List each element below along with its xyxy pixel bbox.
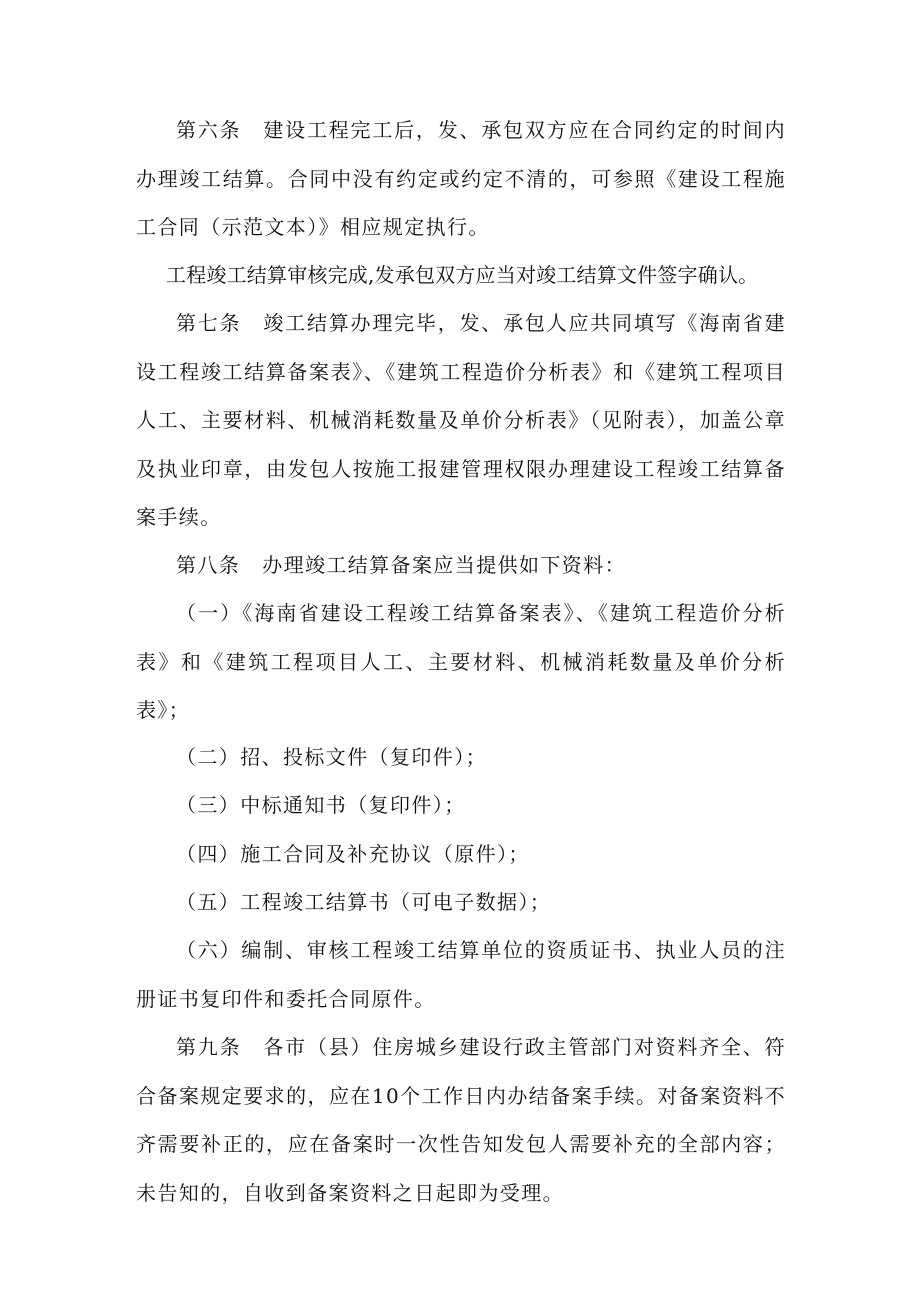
list-item-3 bbox=[136, 781, 786, 830]
article-number: 第六条 bbox=[176, 118, 242, 142]
list-item-text: （三）中标通知书（复印件）； bbox=[176, 793, 466, 817]
paragraph-text: 办理竣工结算备案应当提供如下资料： bbox=[262, 553, 627, 577]
list-item-5 bbox=[136, 878, 786, 927]
article-6-paragraph bbox=[136, 106, 786, 252]
list-item-6 bbox=[136, 926, 786, 1023]
article-7-paragraph bbox=[136, 299, 786, 542]
settlement-confirmation-paragraph bbox=[136, 251, 796, 300]
paragraph-text: 建设工程完工后，发、承包双方应在合同约定的时间内办理竣工结算。合同中没有约定或约定不清的，可参照《建设工程施工合同（示范文本）》相应规定执行。 bbox=[136, 118, 787, 239]
list-item-2 bbox=[136, 733, 786, 782]
article-number: 第七条 bbox=[176, 311, 242, 335]
list-item-text: （六）编制、审核工程竣工结算单位的资质证书、执业人员的注册证书复印件和委托合同原件。 bbox=[136, 938, 786, 1011]
list-item-text: （四）施工合同及补充协议（原件）； bbox=[176, 842, 530, 866]
list-item-4 bbox=[136, 830, 786, 879]
article-9-paragraph bbox=[136, 1023, 786, 1217]
article-number: 第九条 bbox=[176, 1035, 242, 1059]
paragraph-text: 工程竣工结算审核完成,发承包双方应当对竣工结算文件签字确认。 bbox=[166, 263, 759, 287]
list-item-text: （一）《海南省建设工程竣工结算备案表》、《建筑工程造价分析表》和《建筑工程项目人工、主要材料、机械消耗数量及单价分析表》； bbox=[136, 601, 786, 722]
list-item-text: （五）工程竣工结算书（可电子数据）； bbox=[176, 890, 552, 914]
list-item-text: （二）招、投标文件（复印件）； bbox=[176, 745, 487, 769]
paragraph-text: 竣工结算办理完毕，发、承包人应共同填写《海南省建设工程竣工结算备案表》、《建筑工程造价分析表》和《建筑工程项目人工、主要材料、机械消耗数量及单价分析表》（见附表），加盖公章及执业印章，由发包人按施工报建管理权限办理建设工程竣工结算备案手续。 bbox=[136, 311, 787, 529]
paragraph-text: 各市（县）住房城乡建设行政主管部门对资料齐全、符合备案规定要求的，应在10个工作日内办结备案手续。对备案资料不齐需要补正的，应在备案时一次性告知发包人需要补充的全部内容；未告知的，自收到备案资料之日起即为受理。 bbox=[136, 1035, 787, 1205]
article-number: 第八条 bbox=[176, 553, 241, 577]
article-8-paragraph bbox=[136, 541, 786, 590]
list-item-1 bbox=[136, 589, 786, 735]
